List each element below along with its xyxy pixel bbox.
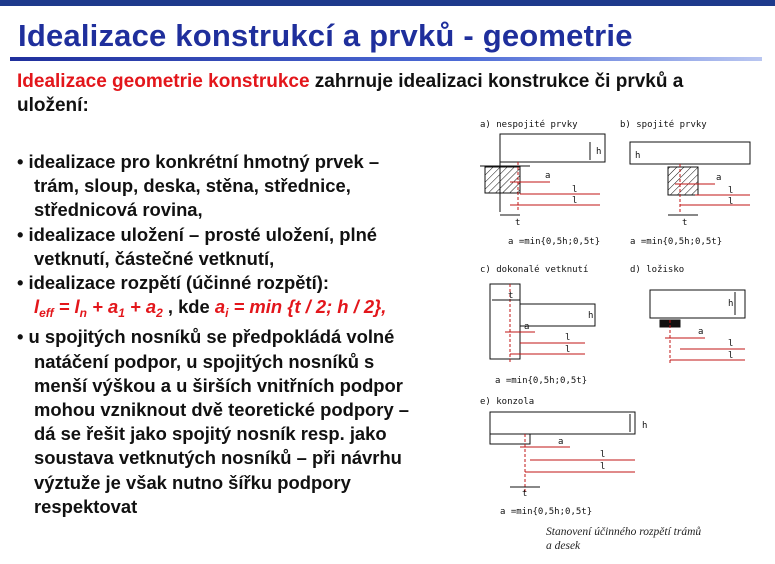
label-a-leff: l [572, 196, 578, 206]
label-d-aj: a [698, 327, 704, 337]
label-e-cantilever: e) konzola [480, 397, 535, 407]
bullet-4-line-4: mohou vzniknout dvě teoretické podpory – [34, 399, 410, 421]
detail-c [490, 284, 595, 362]
label-c-h: h [588, 311, 594, 321]
figure-caption [546, 525, 775, 553]
label-b-t: t [682, 218, 688, 228]
label-a-ln: l [572, 185, 578, 195]
formula-b: a =min{0,5h;0,5t} [630, 237, 723, 247]
label-b-h: h [635, 151, 641, 161]
formula-leff-sub: eff [39, 306, 54, 321]
label-e-aj: a [558, 437, 564, 447]
formula-plus-a1: + a [87, 296, 119, 318]
formula-e: a =min{0,5h;0,5t} [500, 507, 593, 517]
intro-text-line2: uložení: [17, 95, 89, 116]
formula-2-sub: 2 [156, 306, 163, 321]
formula-ai: a [214, 296, 226, 318]
detail-e [490, 412, 635, 492]
bullet-3-line-1: • idealizace rozpětí (účinné rozpětí): [17, 272, 329, 294]
formula-min: = min {t / 2; h / 2}, [228, 296, 387, 318]
label-e-t: t [522, 489, 528, 499]
bullet-1-line-1: • idealizace pro konkrétní hmotný prvek – [17, 151, 380, 172]
label-b-continuous: b) spojité prvky [620, 120, 707, 130]
label-d-leff: l [728, 351, 734, 361]
formula-a: a =min{0,5h;0,5t} [508, 237, 601, 247]
title-underline [10, 57, 762, 61]
caption-line-1: Stanovení účinného rozpětí trámů [546, 526, 702, 538]
bullet-2-line-2: vetknutí, částečné vetknutí, [34, 247, 275, 269]
formula-c: a =min{0,5h;0,5t} [495, 376, 588, 386]
formula-1-sub: 1 [118, 306, 125, 321]
label-c-fixed: c) dokonalé vetknutí [480, 265, 589, 275]
label-c-t: t [508, 291, 514, 301]
label-b-aj: a [716, 173, 722, 183]
detail-a [480, 134, 605, 215]
diagram-svg [470, 112, 770, 522]
label-a-discontinuous: a) nespojité prvky [480, 120, 578, 130]
label-b-ln: l [728, 186, 734, 196]
bullet-4-line-5: dá se řešit jako spojitý nosník resp. jako [34, 423, 387, 445]
label-d-h: h [728, 299, 734, 309]
label-a-t: t [515, 218, 521, 228]
effective-span-formula [17, 295, 467, 325]
label-a-h: h [596, 147, 602, 157]
label-e-h: h [642, 421, 648, 431]
intro-text: zahrnuje idealizaci konstrukce či prvků a [309, 71, 684, 92]
label-e-leff: l [600, 462, 606, 472]
label-e-ln: l [600, 450, 606, 460]
bullet-list [17, 150, 467, 519]
top-stripe [0, 0, 775, 6]
formula-n-sub: n [79, 306, 87, 321]
formula-eq: = l [53, 296, 80, 318]
bullet-4-line-3: menší výškou a u širších vnitřních podpor [34, 374, 403, 396]
bullet-4-line-7: výztuže je však nutno šířku podpory [34, 471, 351, 493]
label-a-aj: a [545, 171, 551, 181]
label-c-aj: a [524, 322, 530, 332]
bullet-4-line-1: • u spojitých nosníků se předpokládá volné [17, 326, 395, 348]
label-c-ln: l [565, 333, 571, 343]
bullet-4-line-8: respektovat [34, 495, 138, 517]
bullet-4-line-2: natáčení podpor, u spojitých nosníků s [34, 350, 375, 372]
label-c-leff: l [565, 345, 571, 355]
label-b-leff: l [728, 197, 734, 207]
page-title: Idealizace konstrukcí a prvků - geometrie [18, 18, 633, 53]
bullet-1-line-2: trám, sloup, deska, stěna, střednice, [34, 175, 351, 197]
formula-leff: l [34, 296, 40, 318]
label-d-ln: l [728, 339, 734, 349]
effective-span-diagram [470, 112, 770, 562]
caption-line-2: a desek [546, 540, 581, 552]
formula-plus-a2: + a [124, 296, 157, 318]
intro-highlight: Idealizace geometrie konstrukce [17, 71, 310, 92]
bullet-1-line-3: střednicová rovina, [34, 199, 203, 221]
bullet-2-line-1: • idealizace uložení – prosté uložení, plné [17, 223, 378, 245]
intro-paragraph [17, 70, 747, 118]
formula-i-sub: i [225, 306, 229, 321]
label-d-bearing: d) ložisko [630, 265, 685, 275]
formula-kde: , kde [162, 296, 215, 318]
bullet-4-line-6: soustava vetknutých nosníků – při návrhu [34, 447, 402, 469]
